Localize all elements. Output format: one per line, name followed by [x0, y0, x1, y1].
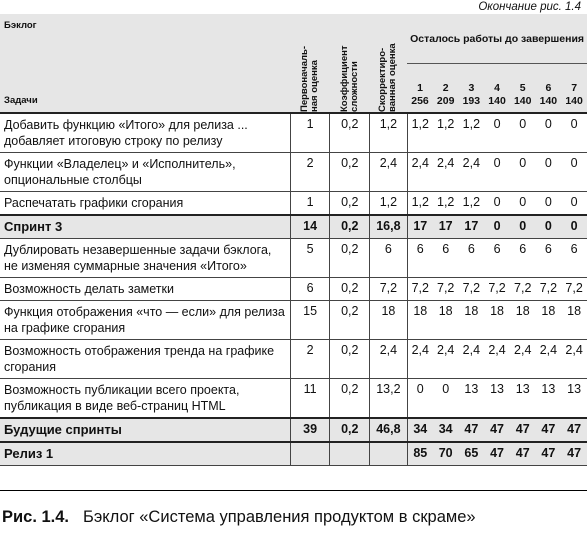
table-row [0, 301, 587, 340]
remaining-day-3-cell: 2,4 [462, 343, 481, 357]
complexity-coef-cell [330, 442, 370, 466]
caption-text: Бэклог «Система управления продуктом в скраме» [83, 508, 476, 526]
complexity-coef-cell: 0,2 [330, 215, 370, 239]
header-adjusted-label: Скорректиро- ванная оценка [377, 43, 399, 112]
remaining-day-1-cell: 34 [407, 418, 433, 442]
remaining-day-7-cell: 7,2 [565, 281, 583, 295]
adjusted-estimate-cell: 2,4 [370, 340, 408, 379]
backlog-table [0, 14, 587, 466]
remaining-day-2-cell: 1,2 [437, 195, 455, 209]
remaining-day-5-cell: 47 [515, 422, 530, 436]
remaining-day-7-cell: 47 [567, 422, 582, 436]
task-cell: Возможность отображения тренда на графике сгорания [4, 344, 275, 374]
initial-estimate-cell: 6 [290, 278, 330, 301]
remaining-day-2-cell: 0 [442, 382, 450, 396]
initial-estimate-cell: 2 [290, 153, 330, 192]
header-day-number: 4 [494, 82, 500, 94]
group-row [0, 215, 587, 239]
remaining-day-3-cell: 6 [467, 242, 475, 256]
remaining-day-1-cell: 1,2 [407, 192, 433, 216]
remaining-day-2-cell: 2,4 [437, 156, 455, 170]
header-backlog-cell [0, 14, 290, 113]
header-day-number: 1 [417, 82, 423, 94]
adjusted-estimate-cell: 46,8 [370, 418, 408, 442]
remaining-day-7-cell: 0 [570, 195, 578, 209]
remaining-day-7-cell: 18 [567, 304, 582, 318]
adjusted-estimate-cell: 18 [370, 301, 408, 340]
initial-estimate-cell: 39 [290, 418, 330, 442]
task-cell: Дублировать незавершенные задачи бэклога, не изменяя суммарные значения «Итого» [4, 243, 272, 273]
remaining-day-2-cell: 34 [438, 422, 453, 436]
header-day-number: 6 [545, 82, 552, 94]
remaining-day-1-cell: 0 [407, 379, 433, 419]
task-cell: Будущие спринты [4, 422, 122, 437]
table-row [0, 239, 587, 278]
header-day-total: 209 [436, 95, 455, 107]
remaining-day-5-cell: 47 [515, 446, 530, 460]
remaining-day-1-cell: 85 [407, 442, 433, 466]
group-row [0, 418, 587, 442]
adjusted-estimate-cell: 2,4 [370, 153, 408, 192]
table-row [0, 113, 587, 153]
remaining-day-4-cell: 18 [490, 304, 504, 318]
complexity-coef-cell: 0,2 [330, 239, 370, 278]
header-adjusted [370, 14, 408, 113]
adjusted-estimate-cell: 7,2 [370, 278, 408, 301]
task-cell: Возможность публикации всего проекта, публикация в виде веб-страниц HTML [4, 383, 240, 413]
remaining-day-3-cell: 1,2 [462, 117, 481, 131]
task-cell: Функция отображения «что — если» для релиза на графике сгорания [4, 305, 285, 335]
remaining-day-3-cell: 18 [464, 304, 479, 318]
remaining-day-4-cell: 2,4 [488, 343, 506, 357]
complexity-coef-cell: 0,2 [330, 301, 370, 340]
remaining-day-1-cell: 7,2 [407, 278, 433, 301]
remaining-day-5-cell: 2,4 [514, 343, 532, 357]
remaining-day-7-cell: 0 [570, 156, 578, 170]
initial-estimate-cell: 2 [290, 340, 330, 379]
header-day-total: 193 [462, 95, 481, 107]
remaining-day-4-cell: 0 [493, 219, 501, 233]
remaining-day-7-cell: 47 [567, 446, 582, 460]
adjusted-estimate-cell: 6 [370, 239, 408, 278]
task-cell: Добавить функцию «Итого» для релиза ... добавляет итоговую строку по релизу [4, 118, 248, 148]
caption-number: Рис. 1.4. [2, 508, 70, 526]
adjusted-estimate-cell: 1,2 [370, 192, 408, 216]
complexity-coef-cell: 0,2 [330, 153, 370, 192]
initial-estimate-cell: 1 [290, 192, 330, 216]
remaining-day-6-cell: 6 [544, 242, 552, 256]
header-day-number: 3 [468, 82, 475, 94]
remaining-day-6-cell: 47 [541, 446, 556, 460]
remaining-day-1-cell: 17 [407, 215, 433, 239]
adjusted-estimate-cell: 16,8 [370, 215, 408, 239]
remaining-day-6-cell: 0 [544, 117, 552, 131]
adjusted-estimate-cell: 13,2 [370, 379, 408, 419]
header-initial-label: Первоначаль- ная оценка [299, 45, 321, 112]
initial-estimate-cell: 15 [290, 301, 330, 340]
remaining-day-7-cell: 13 [567, 382, 582, 396]
table-row [0, 153, 587, 192]
header-day-4 [484, 64, 510, 114]
header-day-total: 256 [411, 95, 429, 107]
remaining-day-4-cell: 0 [493, 117, 501, 131]
remaining-day-6-cell: 2,4 [539, 343, 558, 357]
table-row [0, 379, 587, 419]
header-day-7 [561, 64, 587, 114]
remaining-day-7-cell: 0 [570, 117, 578, 131]
remaining-day-3-cell: 47 [464, 422, 479, 436]
remaining-day-5-cell: 0 [519, 195, 527, 209]
caption-rule [0, 490, 587, 491]
remaining-day-1-cell: 1,2 [407, 113, 433, 153]
header-day-number: 5 [519, 82, 526, 94]
remaining-day-6-cell: 0 [544, 156, 552, 170]
group-row [0, 442, 587, 466]
header-backlog-label: Бэклог [4, 20, 37, 31]
remaining-day-2-cell: 18 [438, 304, 453, 318]
remaining-day-2-cell: 70 [438, 446, 453, 460]
header-coef [330, 14, 370, 113]
task-cell: Возможность делать заметки [4, 282, 174, 296]
remaining-day-5-cell: 0 [519, 117, 527, 131]
initial-estimate-cell: 1 [290, 113, 330, 153]
remaining-day-7-cell: 6 [570, 242, 578, 256]
header-remaining-title: Осталось работы до завершения [407, 14, 587, 64]
adjusted-estimate-cell: 1,2 [370, 113, 408, 153]
header-day-total: 140 [513, 95, 532, 107]
remaining-day-2-cell: 6 [442, 242, 450, 256]
figure-caption [2, 508, 476, 527]
remaining-day-1-cell: 18 [407, 301, 433, 340]
remaining-day-6-cell: 47 [541, 422, 556, 436]
header-tasks-label: Задачи [4, 95, 38, 106]
remaining-day-3-cell: 17 [464, 219, 479, 233]
remaining-day-5-cell: 18 [515, 304, 530, 318]
adjusted-estimate-cell [370, 442, 408, 466]
continuation-note: Окончание рис. 1.4 [478, 1, 581, 13]
remaining-day-5-cell: 13 [515, 382, 530, 396]
remaining-day-3-cell: 7,2 [462, 281, 481, 295]
header-day-number: 7 [571, 82, 578, 94]
remaining-day-1-cell: 6 [407, 239, 433, 278]
remaining-day-1-cell: 2,4 [407, 153, 433, 192]
remaining-day-7-cell: 2,4 [565, 343, 583, 357]
remaining-day-5-cell: 0 [519, 156, 527, 170]
remaining-day-2-cell: 1,2 [437, 117, 455, 131]
initial-estimate-cell: 11 [290, 379, 330, 419]
complexity-coef-cell: 0,2 [330, 278, 370, 301]
remaining-day-5-cell: 7,2 [514, 281, 532, 295]
remaining-day-4-cell: 0 [493, 195, 501, 209]
complexity-coef-cell: 0,2 [330, 340, 370, 379]
remaining-day-4-cell: 47 [490, 422, 504, 436]
remaining-day-6-cell: 18 [541, 304, 556, 318]
initial-estimate-cell: 14 [290, 215, 330, 239]
remaining-day-5-cell: 0 [519, 219, 527, 233]
header-initial [290, 14, 330, 113]
remaining-day-3-cell: 13 [464, 382, 479, 396]
header-day-total: 140 [539, 95, 558, 107]
remaining-day-2-cell: 7,2 [437, 281, 455, 295]
remaining-day-6-cell: 0 [544, 195, 552, 209]
remaining-day-6-cell: 13 [541, 382, 556, 396]
complexity-coef-cell: 0,2 [330, 113, 370, 153]
remaining-day-2-cell: 17 [438, 219, 453, 233]
remaining-day-4-cell: 13 [490, 382, 504, 396]
task-cell: Функции «Владелец» и «Исполнитель», опциональные столбцы [4, 157, 236, 187]
complexity-coef-cell: 0,2 [330, 379, 370, 419]
table-row [0, 192, 587, 216]
table-body [0, 113, 587, 466]
remaining-day-4-cell: 47 [490, 446, 504, 460]
header-day-3 [459, 64, 485, 114]
remaining-day-6-cell: 0 [544, 219, 552, 233]
complexity-coef-cell: 0,2 [330, 192, 370, 216]
remaining-day-7-cell: 0 [570, 219, 578, 233]
header-day-total: 140 [565, 95, 583, 107]
remaining-day-1-cell: 2,4 [407, 340, 433, 379]
remaining-day-2-cell: 2,4 [437, 343, 455, 357]
remaining-day-3-cell: 2,4 [462, 156, 481, 170]
task-cell: Релиз 1 [4, 446, 54, 461]
initial-estimate-cell [290, 442, 330, 466]
header-coef-label: Коэффициент сложности [338, 45, 360, 112]
remaining-day-4-cell: 6 [493, 242, 501, 256]
task-cell: Распечатать графики сгорания [4, 196, 184, 210]
complexity-coef-cell: 0,2 [330, 418, 370, 442]
table-row [0, 340, 587, 379]
remaining-day-6-cell: 7,2 [539, 281, 558, 295]
remaining-day-4-cell: 0 [493, 156, 501, 170]
header-day-6 [536, 64, 562, 114]
header-day-total: 140 [488, 95, 506, 107]
task-cell: Спринт 3 [4, 219, 63, 234]
remaining-day-5-cell: 6 [519, 242, 527, 256]
remaining-day-4-cell: 7,2 [488, 281, 506, 295]
header-day-2 [433, 64, 459, 114]
header-day-number: 2 [442, 82, 449, 94]
header-day-1 [407, 64, 433, 114]
header-day-5 [510, 64, 536, 114]
table-row [0, 278, 587, 301]
remaining-day-3-cell: 65 [464, 446, 479, 460]
initial-estimate-cell: 5 [290, 239, 330, 278]
remaining-day-3-cell: 1,2 [462, 195, 481, 209]
